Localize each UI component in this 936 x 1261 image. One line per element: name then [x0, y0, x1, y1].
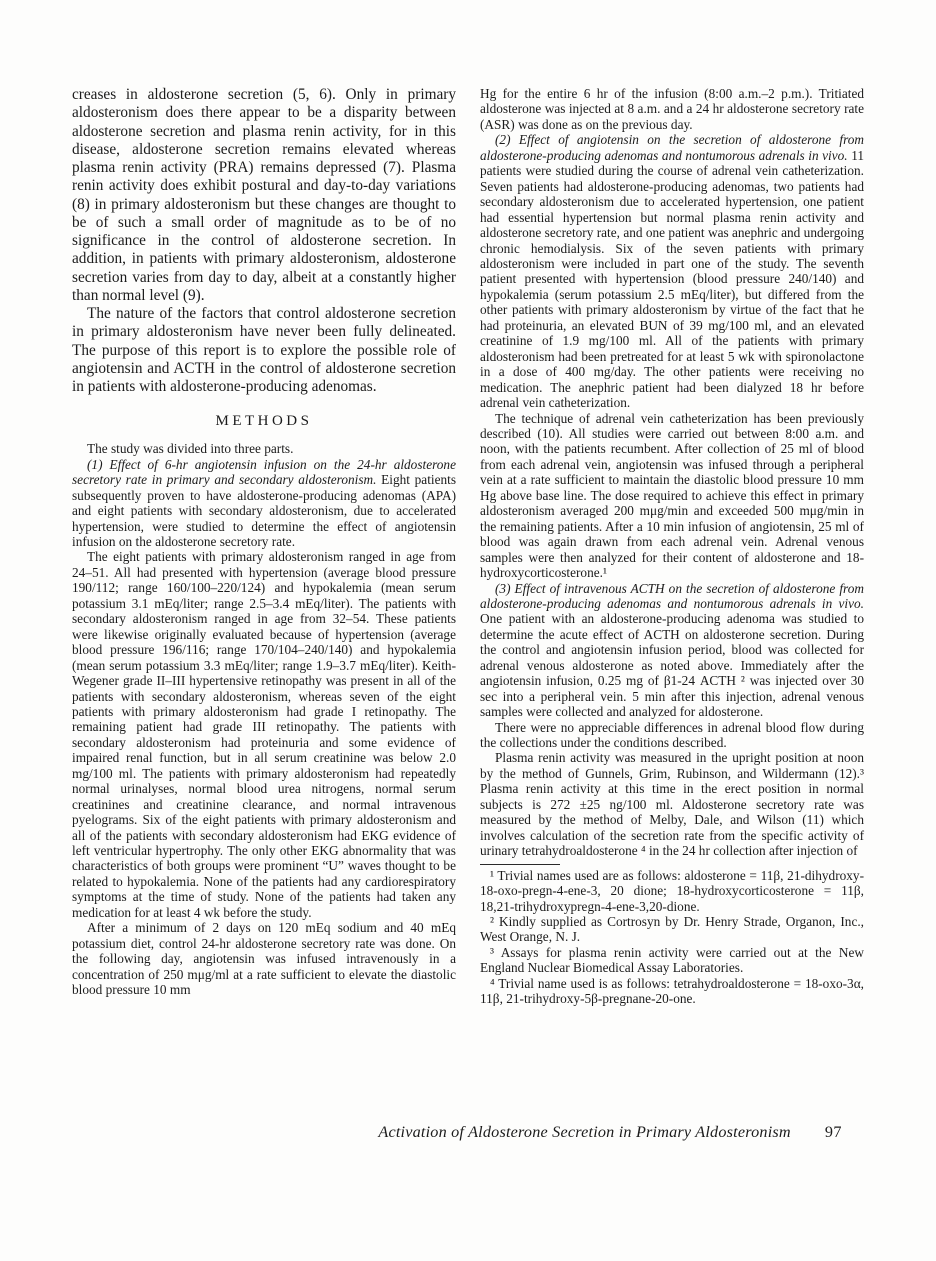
paragraph-renin-measurement: Plasma renin activity was measured in the upright position at noon by the method of Gunnels, Grim, Rubinson, and Wildermann (12).³ Plasma renin activity at this time in the erect position in normal subjects is 272 ±25 ng/100 ml. Aldosterone secretory rate was measured by the method of Melby, Dale, and Wilson (11) which involves calculation of the secretion rate from the specific activity of urinary tetrahydroaldosterone ⁴ in the 24 hr collection after injection of	[480, 750, 864, 859]
paragraph-diet-protocol: After a minimum of 2 days on 120 mEq sodium and 40 mEq potassium diet, control 24-hr aldosterone secretory rate was done. On the following day, angiotensin was infused intravenously in a concentration of 250 mμg/ml at a rate sufficient to elevate the diastolic blood pressure 10 mm	[72, 920, 456, 998]
paragraph-methods-part1	[72, 457, 456, 550]
running-footer-title: Activation of Aldosterone Secretion in Primary Aldosteronism	[378, 1123, 791, 1141]
paragraph-intro-continuation: creases in aldosterone secretion (5, 6). Only in primary aldosteronism does there appear to be a disparity between aldosterone secretion and plasma renin activity, for in this disease, aldosterone secretion remains elevated whereas plasma renin activity (PRA) remains depressed (7). Plasma renin activity does exhibit postural and day-to-day variations (8) in primary aldosteronism but these changes are thought to be of such a small order of magnitude as to be of no significance in the control of aldosterone secretion. In addition, in patients with primary aldosteronism, aldosterone secretion varies from day to day, albeit at a constantly higher than normal level (9).	[72, 86, 456, 304]
paragraph-blood-flow: There were no appreciable differences in adrenal blood flow during the collections under the conditions described.	[480, 719, 864, 751]
paragraph-patient-characteristics: The eight patients with primary aldosteronism ranged in age from 24–51. All had presented with hypertension (average blood pressure 190/112; range 160/100–220/124) and hypokalemia (mean serum potassium 3.1 mEq/liter; range 2.5–3.4 mEq/liter). The patients with secondary aldosteronism ranged in age from 32–54. These patients were likewise originally evaluated because of hypertension (average blood pressure 196/116; range 170/104–240/140) and hypokalemia (mean serum potassium 3.3 mEq/liter; range 1.9–3.7 mEq/liter). Keith-Wegener grade II–III hypertensive retinopathy was present in all of the patients with secondary aldosteronism, whereas seven of the eight patients with primary aldosteronism had grade I retinopathy. The remaining patient had grade III retinopathy. The patients with secondary aldosteronism had proteinuria and some evidence of impaired renal function, but in all serum creatinine was below 2.0 mg/100 ml. The patients with primary aldosteronism had repeatedly normal urinalyses, normal blood urea nitrogens, normal serum creatinines and creatinine clearance, and normal intravenous pyelograms. Six of the eight patients with primary aldosteronism and all of the patients with secondary aldosteronism had EKG evidence of left ventricular hypertrophy. The only other EKG abnormality that was characteristics of both groups were prominent “U” waves thought to be related to hypokalemia. None of the patients had any cardiorespiratory symptoms at the time of study. None of the patients had taken any medication for at least 4 wk before the study.	[72, 549, 456, 920]
paragraph-part2-italic-lead: (2) Effect of angiotensin on the secretion of aldosterone from aldosterone-producing adenomas and nontumorous adrenals in vivo.	[480, 132, 864, 163]
footnote-2: ² Kindly supplied as Cortrosyn by Dr. Henry Strade, Organon, Inc., West Orange, N. J.	[480, 914, 864, 945]
paragraph-part1-body: Eight patients subsequently proven to have aldosterone-producing adenomas (APA) and eight patients with secondary aldosteronism, due to accelerated hypertension, were studied to determine the effect of angiotensin infusion on the aldosterone secretory rate.	[72, 472, 456, 549]
footnote-3: ³ Assays for plasma renin activity were carried out at the New England Nuclear Biomedical Assay Laboratories.	[480, 944, 864, 976]
paragraph-methods-part2	[480, 132, 864, 410]
footnote-separator	[480, 864, 560, 865]
paragraph-part3-body: One patient with an aldosterone-producing adenoma was studied to determine the acute effect of ACTH on aldosterone secretion. During the control and angiotensin infusion period, blood was collected for adrenal venous aldosterone as noted above. Immediately after the angiotensin infusion, 0.25 mg of β1-24 ACTH ² was injected over 30 sec into a peripheral vein. 5 min after this injection, adrenal venous samples were collected and analyzed for aldosterone.	[480, 611, 864, 720]
footnote-1: ¹ Trivial names used are as follows: aldosterone = 11β, 21-dihydroxy-18-oxo-pregn-4-ene-3, 20 dione; 18-hydroxycorticosterone = 11β, 18,21-trihydroxypregn-4-ene-3,20-dione.	[480, 867, 864, 914]
text-columns	[72, 86, 864, 1007]
section-heading-methods: METHODS	[215, 413, 313, 430]
paragraph-infusion-continuation: Hg for the entire 6 hr of the infusion (8:00 a.m.–2 p.m.). Tritiated aldosterone was injected at 8 a.m. and a 24 hr aldosterone secretory rate (ASR) was done as on the previous day.	[480, 86, 864, 132]
left-column	[72, 86, 456, 1007]
paragraph-part1-italic-lead: (1) Effect of 6-hr angiotensin infusion on the 24-hr aldosterone secretory rate in primary and secondary aldosteronism.	[72, 456, 456, 488]
paragraph-methods-overview: The study was divided into three parts.	[87, 441, 294, 457]
page-number: 97	[824, 1123, 842, 1141]
paragraph-methods-part3	[480, 581, 864, 720]
paragraph-part3-italic-lead: (3) Effect of intravenous ACTH on the secretion of aldosterone from aldosterone-producing adenomas and nontumorous adrenals in vivo.	[480, 580, 864, 611]
paragraph-intro-purpose: The nature of the factors that control aldosterone secretion in primary aldosteronism have never been fully delineated. The purpose of this report is to explore the possible role of angiotensin and ACTH in the control of aldosterone secretion in patients with aldosterone-producing adenomas.	[72, 305, 456, 395]
paragraph-catheterization-technique: The technique of adrenal vein catheterization has been previously described (10). All studies were carried out between 8:00 a.m. and noon, with the patients recumbent. After collection of 25 ml of blood from each adrenal vein, angiotensin was infused through a peripheral vein at a rate sufficient to maintain the diastolic blood pressure 10 mm Hg above base line. The dose required to achieve this effect in primary aldosteronism averaged 200 mμg/min and exceeded 500 mμg/min in the remaining patients. After a 10 min infusion of angiotensin, 25 ml of blood was again drawn from each adrenal vein. Adrenal venous samples were then analyzed for their content of aldosterone and 18-hydroxycorticosterone.¹	[480, 410, 864, 581]
paragraph-part2-body: 11 patients were studied during the course of adrenal vein catheterization. Seven patients had aldosterone-producing adenomas, two patients had secondary aldosteronism due to accelerated hypertension, one patient had essential hypertension but normal plasma renin activity and aldosterone secretory rate, and one patient was anephric and undergoing chronic hemodialysis. Six of the seven patients with primary aldosteronism were included in part one of the study. The seventh patient presented with hypertension (blood pressure 240/140) and hypokalemia (serum potassium 2.5 mEq/liter), but differed from the other patients with primary aldosteronism by virtue of the fact that he had proteinuria, an elevated BUN of 39 mg/100 ml, and an elevated creatinine of 1.9 mg/100 ml. All of the patients with primary aldosteronism had been pretreated for at least 5 wk with spironolactone in a dose of 400 mg/day. The other patients were receiving no medication. The anephric patient had been dialyzed 18 hr before adrenal vein catheterization.	[480, 147, 864, 411]
footnote-4: ⁴ Trivial name used is as follows: tetrahydroaldosterone = 18-oxo-3α, 11β, 21-trihydroxy-5β-pregnane-20-one.	[480, 975, 864, 1007]
right-column	[480, 86, 864, 1007]
footnotes	[480, 868, 864, 1007]
running-footer	[72, 1122, 856, 1142]
